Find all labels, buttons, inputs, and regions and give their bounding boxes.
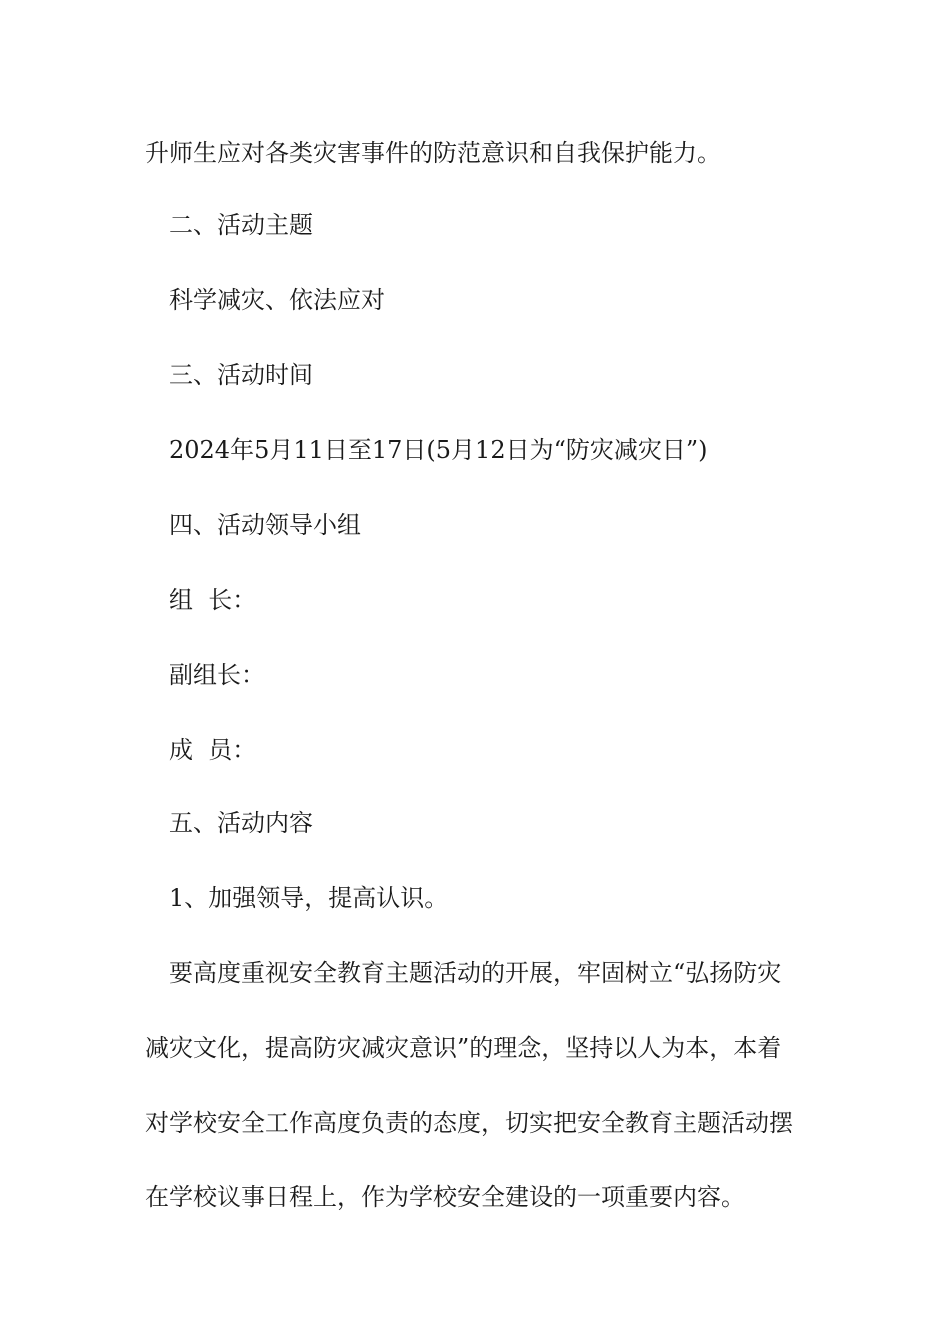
section-heading-leadership: 四、活动领导小组 <box>169 511 361 539</box>
body-paragraph-line-4: 在学校议事日程上，作为学校安全建设的一项重要内容。 <box>145 1183 745 1211</box>
theme-text: 科学减灾、依法应对 <box>169 286 385 314</box>
section-heading-content: 五、活动内容 <box>169 809 313 837</box>
members-label: 成 员： <box>169 736 257 764</box>
section-heading-theme: 二、活动主题 <box>169 211 313 239</box>
leader-label: 组 长： <box>169 586 257 614</box>
body-paragraph-line-1: 要高度重视安全教育主题活动的开展，牢固树立“弘扬防灾 <box>169 959 782 987</box>
body-paragraph-line-2: 减灾文化，提高防灾减灾意识”的理念，坚持以人为本，本着 <box>145 1034 782 1062</box>
section-heading-time: 三、活动时间 <box>169 361 313 389</box>
subheading-leadership: 1、加强领导，提高认识。 <box>169 884 449 912</box>
body-paragraph-line-3: 对学校安全工作高度负责的态度，切实把安全教育主题活动摆 <box>145 1109 793 1137</box>
paragraph-continuation: 升师生应对各类灾害事件的防范意识和自我保护能力。 <box>145 139 721 167</box>
time-text: 2024年5月11日至17日(5月12日为“防灾减灾日”) <box>169 436 708 464</box>
deputy-leader-label: 副组长： <box>169 661 265 689</box>
